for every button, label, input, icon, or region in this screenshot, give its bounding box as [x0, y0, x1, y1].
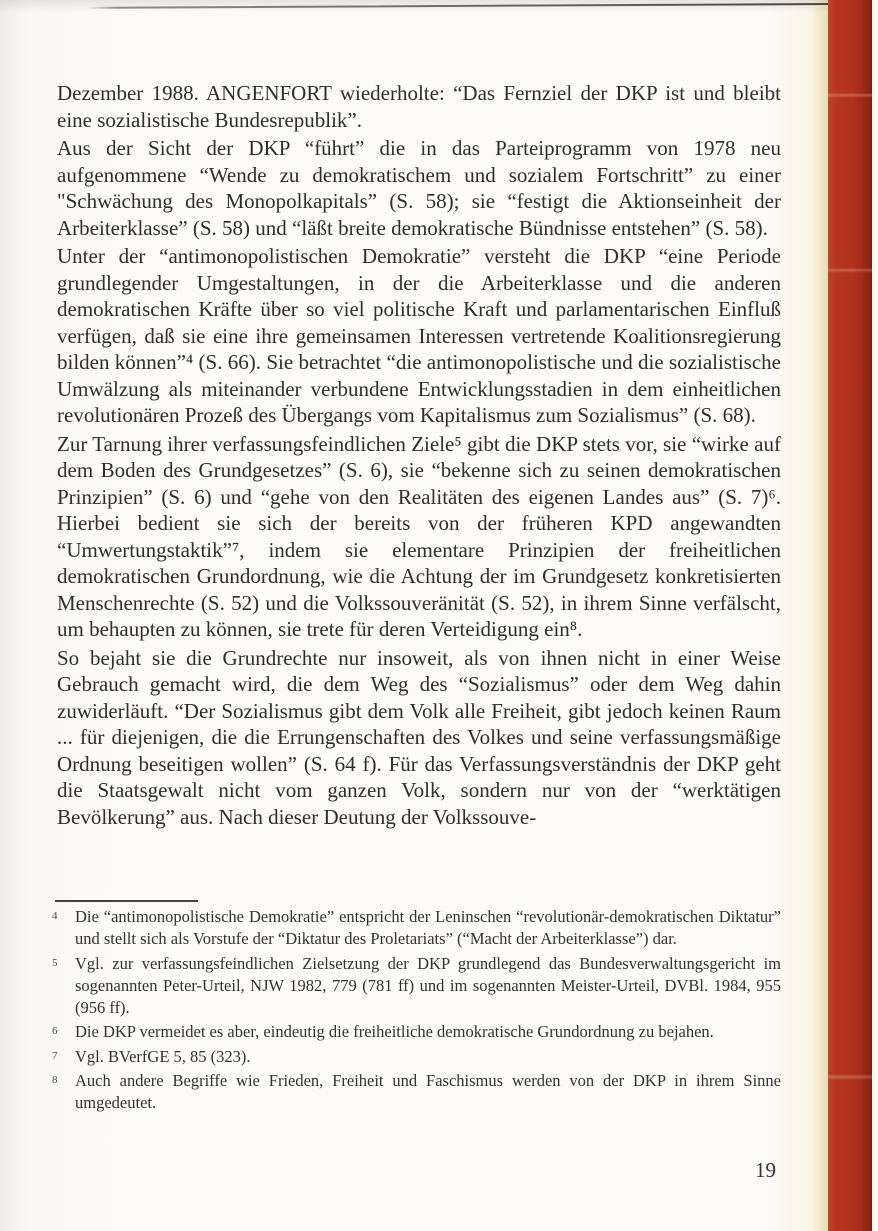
footnote [50, 953, 781, 1020]
footnote-marker: 6 [52, 1025, 58, 1038]
footnotes-block [50, 906, 781, 1117]
book-spine-red-stripe [828, 0, 872, 1231]
footnote [50, 1021, 781, 1043]
footnote [50, 906, 781, 951]
spine-tape-seams [828, 0, 872, 1231]
footnote-text: Auch andere Begriffe wie Frieden, Freiheit und Faschismus werden von der DKP in ihrem Sinne umgedeutet. [75, 1071, 781, 1113]
footnote-text: Vgl. BVerfGE 5, 85 (323). [75, 1046, 251, 1066]
paragraph: So bejaht sie die Grundrechte nur insoweit, als von ihnen nicht in einer Weise Gebrauch gemacht wird, die dem Weg des “Sozialismus” oder dem Weg dahin zuwiderläuft. “Der Sozialismus gibt dem Volk alle Freiheit, gibt jedoch keinen Raum ... für diejenigen, die die Errungenschaften des Volkes und seine verfassungsmäßige Ordnung beseitigen wollen” (S. 64 f). Für das Verfassungsverständnis der DKP geht die Staatsgewalt nicht vom ganzen Volk, sondern nur von der “werktätigen Bevölkerung” aus. Nach dieser Deutung der Volkssouve- [57, 645, 781, 829]
page-number: 19 [755, 1158, 776, 1182]
footnote-text: Die DKP vermeidet es aber, eindeutig die freiheitliche demokratische Grundordnung zu bejahen. [75, 1022, 714, 1042]
footnote-marker: 7 [52, 1049, 58, 1062]
paragraph: Aus der Sicht der DKP “führt” die in das Parteiprogramm von 1978 neu aufgenommene “Wende zu demokratischem und sozialem Fortschritt” zu einer "Schwächung des Monopolkapitals” (S. 58); sie “festigt die Aktionseinheit der Arbeiterklasse” (S. 58) und “läßt breite demokratische Bündnisse entstehen” (S. 58). [57, 136, 781, 240]
footnote [50, 1070, 781, 1115]
paragraph: Dezember 1988. ANGENFORT wiederholte: “Das Fernziel der DKP ist und bleibt eine sozialistische Bundesrepublik”. [57, 81, 781, 132]
footnote-text: Vgl. zur verfassungsfeindlichen Zielsetzung der DKP grundlegend das Bundesverwaltungsgericht im sogenannten Peter-Urteil, NJW 1982, 779 (781 ff) und im sogenannten Meister-Urteil, DVBl. 1984, 955 (956 ff). [75, 953, 781, 1018]
footnote-marker: 8 [52, 1074, 58, 1087]
footnote [50, 1046, 781, 1068]
footnote-marker: 4 [52, 910, 58, 922]
paragraph: Zur Tarnung ihrer verfassungsfeindlichen Ziele⁵ gibt die DKP stets vor, sie “wirke auf dem Boden des Grundgesetzes” (S. 6), sie “bekenne sich zu seinen demokratischen Prinzipien” (S. 6) und “gehe von den Realitäten des eigenen Landes aus” (S. 7)⁶. Hierbei bedient sie sich der bereits von der früheren KPD angewandten “Umwertungstaktik”⁷, indem sie elementare Prinzipien der freiheitlichen demokratischen Grundordnung, wie die Achtung der im Grundgesetz konkretisierten Menschenrechte (S. 52) und die Volkssouveränität (S. 52), in ihrem Sinne verfälscht, um behaupten zu können, sie trete für deren Verteidigung ein⁸. [57, 431, 781, 641]
footnote-marker: 5 [52, 956, 58, 969]
footnote-text: Die “antimonopolistische Demokratie” entspricht der Leninschen “revolutionär-demokratischen Diktatur” und stellt sich als Vorstufe der “Diktatur des Proletariats” (“Macht der Arbeiterklasse”) dar. [75, 907, 781, 949]
body-text-block [57, 80, 781, 832]
footnote-separator-rule [55, 900, 198, 902]
paragraph: Unter der “antimonopolistischen Demokratie” versteht die DKP “eine Periode grundlegender Umgestaltungen, in der die Arbeiterklasse und die anderen demokratischen Kräfte über so viel politische Kraft und parlamentarischen Einfluß verfügen, daß sie eine ihre gemeinsamen Interessen vertretende Koalitionsregierung bilden können”⁴ (S. 66). Sie betrachtet “die antimonopolistische und die sozialistische Umwälzung als miteinander verbundene Entwicklungsstadien in dem einheitlichen revolutionären Prozeß des Übergangs vom Kapitalismus zum Sozialismus” (S. 68). [57, 244, 781, 427]
